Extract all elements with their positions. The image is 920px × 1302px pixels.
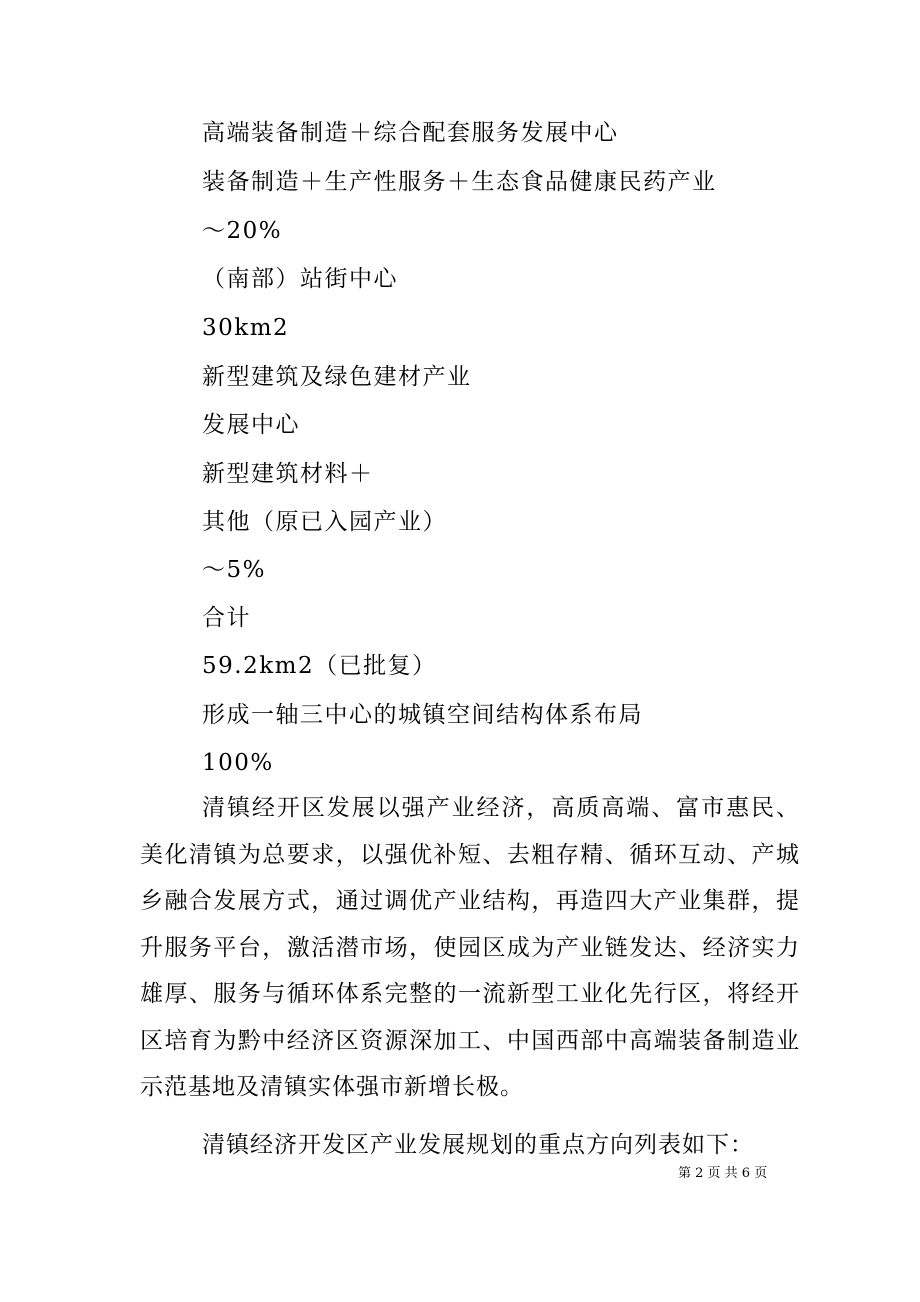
text-line: 30km2: [202, 315, 290, 341]
text-line: 新型建筑及绿色建材产业: [202, 364, 472, 390]
body-paragraph: 清镇经济开发区产业发展规划的重点方向列表如下：: [202, 1132, 754, 1158]
text-line: 高端装备制造＋综合配套服务发展中心: [202, 120, 619, 146]
body-paragraph: 清镇经开区发展以强产业经济，高质高端、富市惠民、美化清镇为总要求，以强优补短、去粗存精、循环互动、产城乡融合发展方式，通过调优产业结构，再造四大产业集群，提升服务平台，激活潜市场，使园区成为产业链发达、经济实力雄厚、服务与循环体系完整的一流新型工业化先行区，将经开区培育为黔中经济区资源深加工、中国西部中高端装备制造业示范基地及清镇实体强市新增长极。: [140, 795, 800, 1100]
text-line: 新型建筑材料＋: [202, 461, 374, 487]
page-number-footer: 第 2 页 共 6 页: [678, 1166, 768, 1181]
text-line: 其他（原已入园产业）: [202, 509, 447, 535]
text-line: 形成一轴三中心的城镇空间结构体系布局: [202, 702, 643, 728]
text-line: ～20%: [202, 218, 283, 244]
text-line: 59.2km2（已批复）: [202, 653, 437, 679]
text-line: 100%: [202, 750, 274, 776]
text-line: 装备制造＋生产性服务＋生态食品健康民药产业: [202, 169, 717, 195]
text-line: （南部）站街中心: [202, 266, 398, 292]
text-line: 合计: [202, 605, 251, 631]
text-line: 发展中心: [202, 412, 300, 438]
text-line: ～5%: [202, 557, 266, 583]
